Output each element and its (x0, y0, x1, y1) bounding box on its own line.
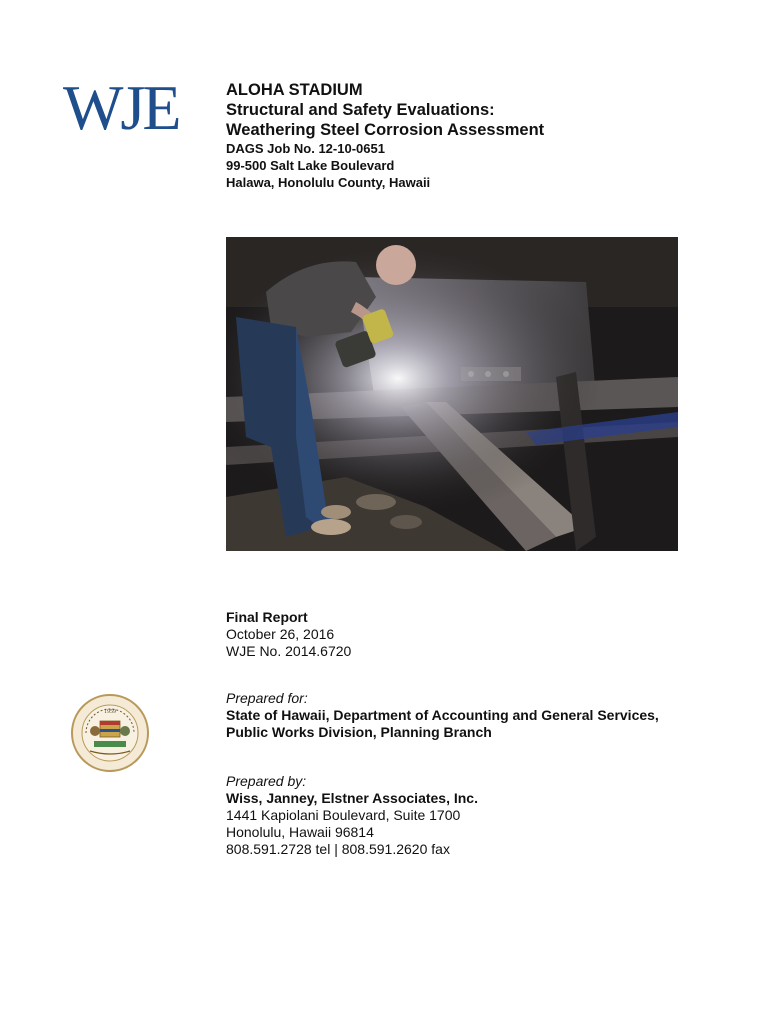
prepared-for-section (226, 690, 678, 741)
report-title-line1: ALOHA STADIUM (226, 81, 363, 99)
prepared-by-label: Prepared by: (226, 773, 307, 789)
cover-photo (226, 237, 678, 551)
job-number: DAGS Job No. 12-10-0651 (226, 141, 385, 156)
title-block (226, 80, 544, 191)
prepared-for-org-line2: Public Works Division, Planning Branch (226, 724, 492, 740)
wje-logo: WJE (63, 72, 179, 143)
site-address: 99-500 Salt Lake Boulevard (226, 158, 395, 173)
prepared-for-org-line1: State of Hawaii, Department of Accounting and General Services, (226, 707, 659, 723)
svg-text:1959: 1959 (104, 709, 116, 715)
site-location: Halawa, Honolulu County, Hawaii (226, 175, 431, 190)
company-address1: 1441 Kapiolani Boulevard, Suite 1700 (226, 807, 461, 823)
company-address2: Honolulu, Hawaii 96814 (226, 824, 374, 840)
report-title-line3: Weathering Steel Corrosion Assessment (226, 121, 545, 139)
report-title-line2: Structural and Safety Evaluations: (226, 101, 495, 119)
prepared-by-company: Wiss, Janney, Elstner Associates, Inc. (226, 790, 478, 806)
report-type: Final Report (226, 609, 308, 625)
state-of-hawaii-seal (70, 693, 150, 773)
prepared-for-label: Prepared for: (226, 690, 308, 706)
company-phone: 808.591.2728 tel | 808.591.2620 fax (226, 841, 450, 857)
report-date: October 26, 2016 (226, 626, 335, 642)
prepared-by-section (226, 773, 478, 858)
wje-number: WJE No. 2014.6720 (226, 643, 352, 659)
report-info (226, 609, 351, 660)
